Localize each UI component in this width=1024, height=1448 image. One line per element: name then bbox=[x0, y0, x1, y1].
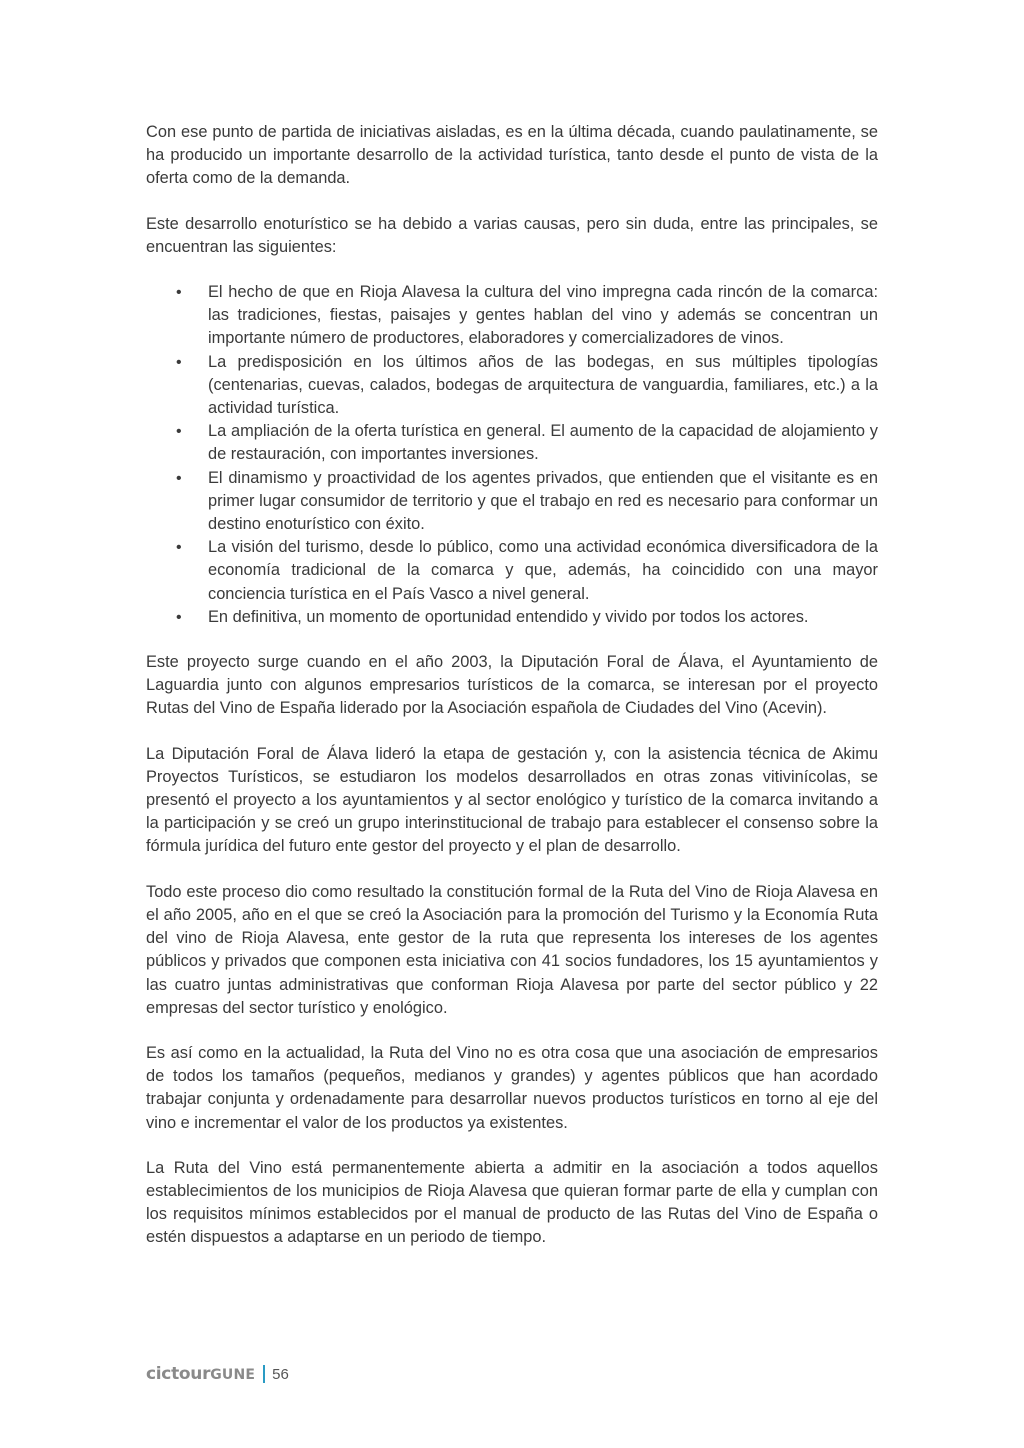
bullet-list bbox=[146, 281, 878, 629]
list-item-text: En definitiva, un momento de oportunidad entendido y vivido por todos los actores. bbox=[208, 607, 809, 626]
bullet-icon: • bbox=[176, 469, 182, 487]
bullet-icon: • bbox=[176, 284, 182, 302]
list-item bbox=[146, 351, 878, 421]
bullet-icon: • bbox=[176, 608, 182, 626]
list-item bbox=[146, 281, 878, 351]
bullet-icon: • bbox=[176, 539, 182, 557]
paragraph: Este desarrollo enoturístico se ha debido a varias causas, pero sin duda, entre las principales, se encuentran las siguientes: bbox=[146, 214, 878, 256]
list-item-text: La ampliación de la oferta turística en general. El aumento de la capacidad de alojamiento y de restauración, con importantes inversiones. bbox=[208, 422, 878, 464]
bullet-icon: • bbox=[176, 353, 182, 371]
list-item bbox=[146, 536, 878, 606]
list-item bbox=[146, 420, 878, 466]
paragraph: Este proyecto surge cuando en el año 2003, la Diputación Foral de Álava, el Ayuntamiento de Laguardia junto con algunos empresarios turísticos de la comarca, se interesan por el proyecto Rutas del Vino de España liderado por la Asociación española de Ciudades del Vino (Acevin). bbox=[146, 653, 878, 718]
cictourgune-logo bbox=[146, 1364, 255, 1384]
paragraph: Es así como en la actualidad, la Ruta del Vino no es otra cosa que una asociación de empresarios de todos los tamaños (pequeños, medianos y grandes) y agentes públicos que han acordado trabajar conjunta y ordenadamente para desarrollar nuevos productos turísticos en torno al eje del vino e incrementar el valor de los productos ya existentes. bbox=[146, 1043, 878, 1132]
page-footer bbox=[146, 1362, 289, 1386]
footer-separator bbox=[263, 1365, 265, 1383]
list-item-text: El dinamismo y proactividad de los agentes privados, que entienden que el visitante es en primer lugar consumidor de territorio y que el trabajo en red es necesario para conformar un destino enoturístico con éxito. bbox=[208, 468, 878, 534]
bullet-icon: • bbox=[176, 423, 182, 441]
page-number: 56 bbox=[272, 1365, 289, 1383]
list-item-text: La visión del turismo, desde lo público, como una actividad económica diversificadora de la economía tradicional de la comarca y que, además, ha coincidido con una mayor conciencia turística en el País Vasco a nivel general. bbox=[208, 538, 878, 603]
logo-text-caps: GUNE bbox=[210, 1367, 256, 1383]
paragraph: Todo este proceso dio como resultado la constitución formal de la Ruta del Vino de Rioja Alavesa en el año 2005, año en el que se creó la Asociación para la promoción del Turismo y la Economía Ruta del vino de Rioja Alavesa, ente gestor de la ruta que representa los intereses de los agentes públicos y privados que componen esta iniciativa con 41 socios fundadores, los 15 ayuntamientos y las cuatro juntas administrativas que conforman Rioja Alavesa por parte del sector público y 22 empresas del sector turístico y enológico. bbox=[146, 882, 878, 1017]
paragraph: Con ese punto de partida de iniciativas aisladas, es en la última década, cuando paulatinamente, se ha producido un importante desarrollo de la actividad turística, tanto desde el punto de vista de la oferta como de la demanda. bbox=[146, 123, 878, 188]
logo-text-main: cictour bbox=[146, 1364, 211, 1384]
list-item-text: El hecho de que en Rioja Alavesa la cultura del vino impregna cada rincón de la comarca: las tradiciones, fiestas, paisajes y gentes hablan del vino y además se concentran un importante número de productores, elaboradores y comercializadores de vinos. bbox=[208, 283, 878, 348]
document-body bbox=[146, 121, 878, 1272]
paragraph: La Ruta del Vino está permanentemente abierta a admitir en la asociación a todos aquellos establecimientos de los municipios de Rioja Alavesa que quieran formar parte de ella y cumplan con los requisitos mínimos establecidos por el manual de producto de las Rutas del Vino de España o estén dispuestos a adaptarse en un periodo de tiempo. bbox=[146, 1158, 878, 1247]
list-item bbox=[146, 467, 878, 537]
list-item-text: La predisposición en los últimos años de las bodegas, en sus múltiples tipologías (centenarias, cuevas, calados, bodegas de arquitectura de vanguardia, familiares, etc.) a la actividad turística. bbox=[208, 352, 878, 418]
paragraph: La Diputación Foral de Álava lideró la etapa de gestación y, con la asistencia técnica de Akimu Proyectos Turísticos, se estudiaron los modelos desarrollados en otras zonas vitivinícolas, se presentó el proyecto a los ayuntamientos y al sector enológico y turístico de la comarca invitando a la participación y se creó un grupo interinstitucional de trabajo para establecer el consenso sobre la fórmula jurídica del futuro ente gestor del proyecto y el plan de desarrollo. bbox=[146, 744, 878, 856]
list-item bbox=[146, 606, 878, 629]
